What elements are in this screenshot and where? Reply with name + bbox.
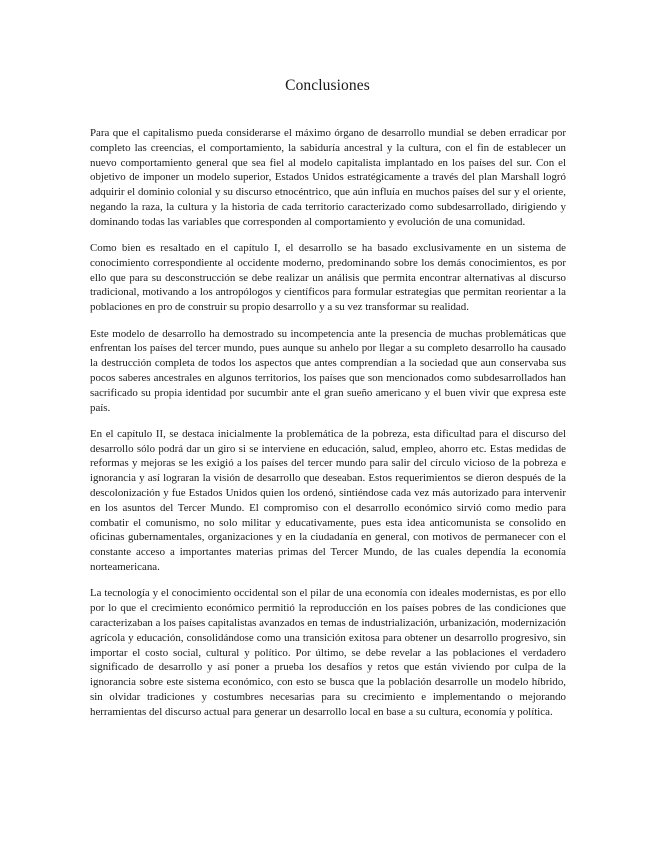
page-title: Conclusiones (285, 77, 370, 94)
paragraph-3: Este modelo de desarrollo ha demostrado su incompetencia ante la presencia de muchas problemáticas que enfrentan los países del tercer mundo, pues aunque su anhelo por llegar a su completo desarrollo ha causado la destrucción completa de todos los aspectos que antes comprendían a la sociedad que aun conservaba sus pocos saberes ancestrales en algunos territorios, los países que son mencionados como subdesarrollados han sacrificado su propia identidad por sucumbir ante el gran sueño americano y el buen vivir que expresa este país. (90, 327, 566, 414)
document-body (90, 126, 566, 731)
paragraph-1: Para que el capitalismo pueda considerarse el máximo órgano de desarrollo mundial se deben erradicar por completo las creencias, el comportamiento, la sabiduría ancestral y la cultura, con el fin de establecer un nuevo comportamiento general que sea fiel al modelo capitalista implantado en los países del sur. Con el objetivo de imponer un modelo superior, Estados Unidos estratégicamente a través del plan Marshall logró adquirir el dominio colonial y su discurso etnocéntrico, que aún influía en muchos países del sur y el oriente, negando la raza, la cultura y la historia de cada territorio caracterizado como subdesarrollado, dirigiendo y dominando todas las variables que corresponden al comportamiento y evolución de una comunidad. (90, 127, 566, 228)
paragraph-5: La tecnología y el conocimiento occidental son el pilar de una economía con ideales modernistas, es por ello por lo que el crecimiento económico permitió la reproducción en los países pobres de las condiciones que caracterizaban a los países capitalistas avanzados en temas de industrialización, urbanización, modernización agrícola y educación, consolidándose como una transición exitosa para obtener un desarrollo progresivo, sin importar el costo social, cultural y político. Por último, se debe revelar a las poblaciones el verdadero significado de desarrollo y así poner a prueba los desafíos y retos que están viviendo por culpa de la ignorancia sobre este sistema económico, con esto se busca que la población desarrolle un modelo híbrido, sin olvidar tradiciones y costumbres necesarias para su crecimiento e implementando o mejorando herramientas del discurso actual para generar un desarrollo local en base a su cultura, economía y política. (90, 587, 566, 718)
paragraph-4: En el capítulo II, se destaca inicialmente la problemática de la pobreza, esta dificultad para el discurso del desarrollo sólo podrá dar un giro si se interviene en educación, salud, empleo, ahorro etc. Estas medidas de reformas y mejoras se les exigió a los países del tercer mundo para salir del círculo vicioso de la pobreza e ignorancia y así lograran la visión de desarrollo que deseaban. Estos requerimientos se dieron después de la descolonización y fue Estados Unidos quien los ordenó, sintiéndose cada vez más autorizado para intervenir en los asuntos del Tercer Mundo. El compromiso con el desarrollo económico sirvió como medio para combatir el comunismo, no solo militar y educativamente, pues esta idea anticomunista se consolido en oficinas gubernamentales, organizaciones y en la ciudadanía en general, con motivos de permanecer con el constante acceso a importantes materias primas del Tercer Mundo, de las cuales dependía la economía norteamericana. (90, 427, 566, 574)
paragraph-2: Como bien es resaltado en el capítulo I, el desarrollo se ha basado exclusivamente en un sistema de conocimiento correspondiente al occidente moderno, predominando sobre los demás conocimientos, es por ello que para su desconstrucción se debe realizar un análisis que permita encontrar alternativas al discurso tradicional, motivando a los antropólogos y científicos para formular estrategias que permitan reorientar a la poblaciones en pro de construir su propio desarrollo y a su vez transformar su realidad. (90, 242, 566, 314)
